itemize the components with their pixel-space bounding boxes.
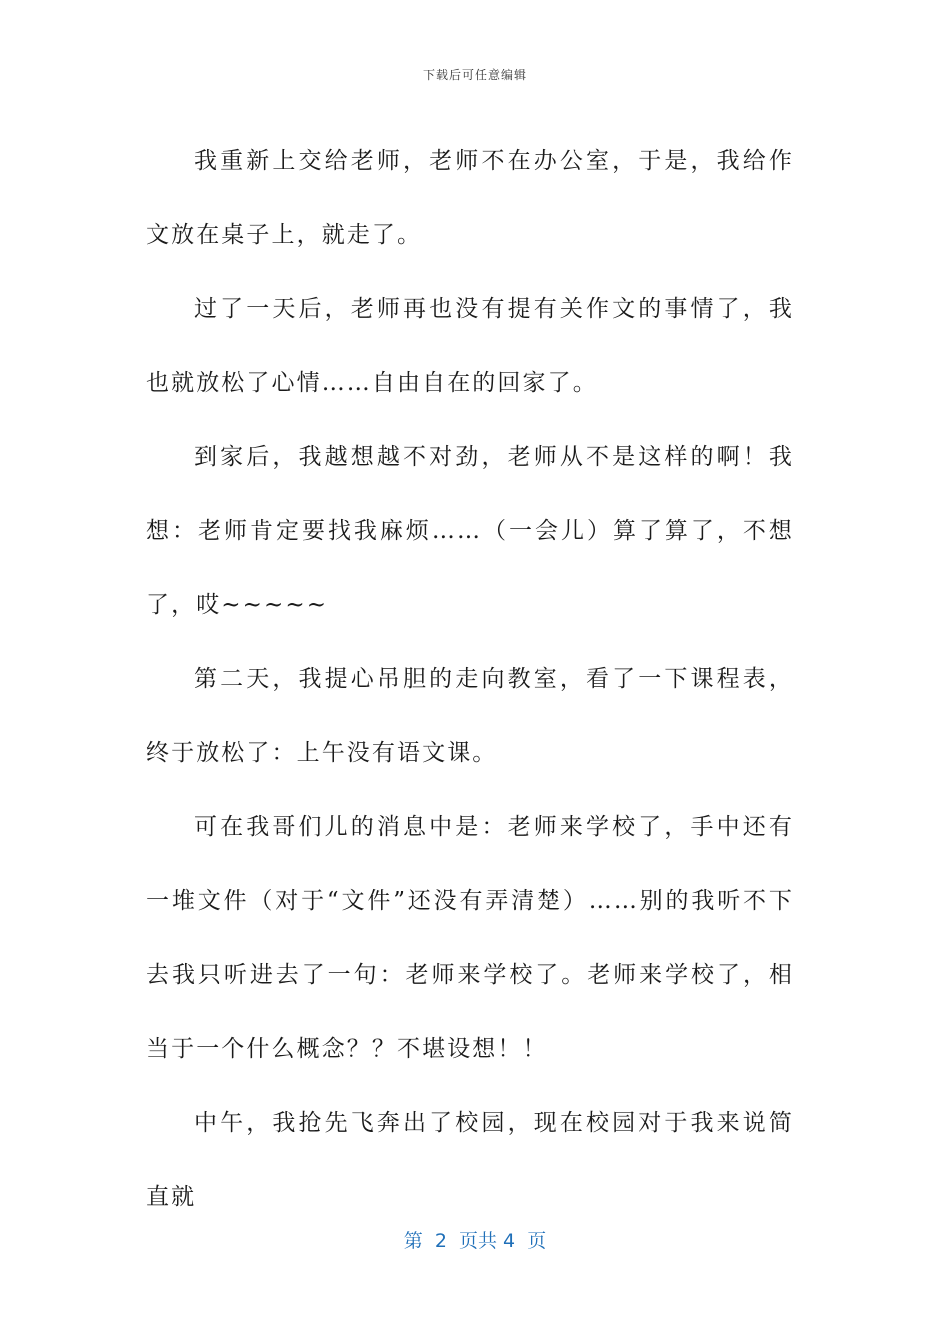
paragraph-3: 到家后，我越想越不对劲，老师从不是这样的啊！我想：老师肯定要找我麻烦……（一会儿）算了算了，不想了，哎~~~~~ <box>146 444 794 618</box>
page-header: 下载后可任意编辑 <box>422 68 527 82</box>
document-body <box>146 124 794 1234</box>
paragraph-5: 可在我哥们儿的消息中是：老师来学校了，手中还有一堆文件（对于“文件”还没有弄清楚）……别的我听不下去我只听进去了一句：老师来学校了。老师来学校了，相当于一个什么概念？？不堪设想！！ <box>146 814 794 1062</box>
paragraph-6: 中午，我抢先飞奔出了校园，现在校园对于我来说简直就 <box>146 1110 794 1210</box>
paragraph-1: 我重新上交给老师，老师不在办公室，于是，我给作文放在桌子上，就走了。 <box>146 148 794 248</box>
paragraph-4: 第二天，我提心吊胆的走向教室，看了一下课程表，终于放松了：上午没有语文课。 <box>146 666 794 766</box>
paragraph-2: 过了一天后，老师再也没有提有关作文的事情了，我也就放松了心情……自由自在的回家了。 <box>146 296 794 396</box>
page-number-footer: 第 2 页共 4 页 <box>403 1230 547 1252</box>
